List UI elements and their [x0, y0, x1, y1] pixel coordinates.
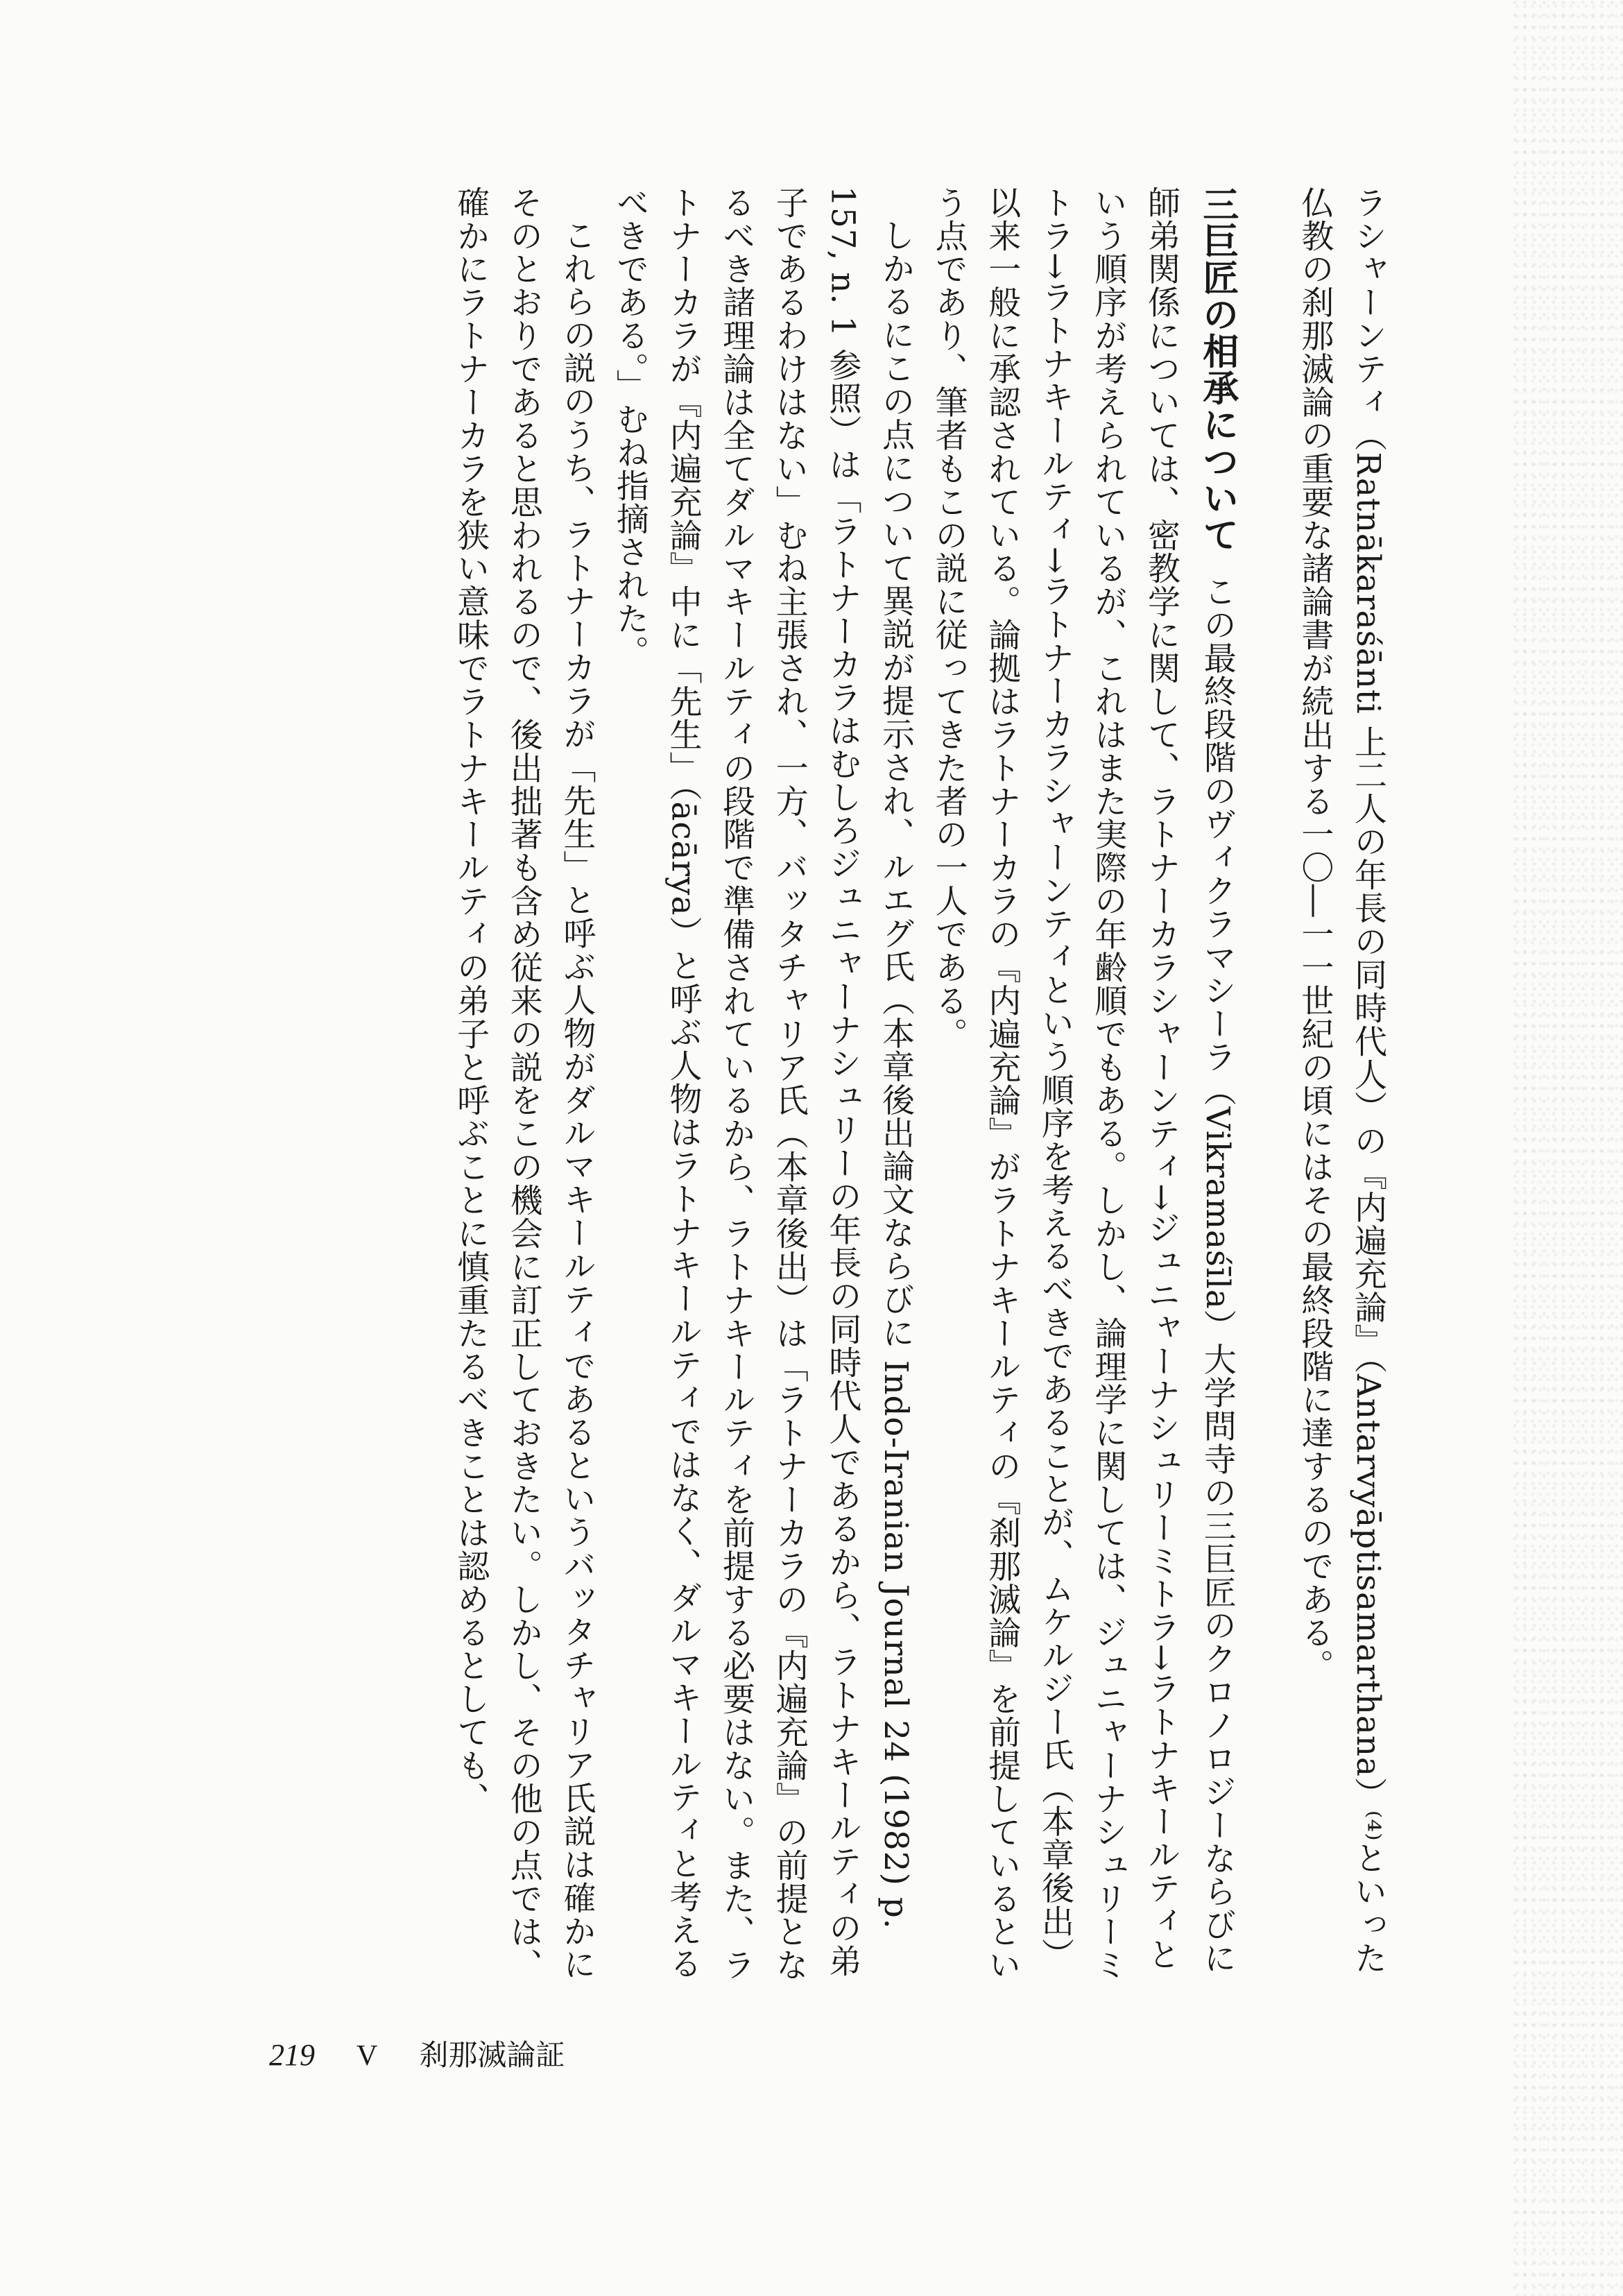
section-heading: 三巨匠の相承について [1196, 186, 1238, 554]
chapter-numeral: V [357, 2040, 378, 2072]
section-paragraph [922, 186, 1246, 1989]
paragraph: これらの説のうち、ラトナーカラが「先生」と呼ぶ人物がダルマキールティであるというバッタチャリア氏説は確かにそのとおりであると思われるので、後出拙著も含め従来の説をこの機会に訂正しておきたい。しかし、その他の点では、確かにラトナーカラを狭い意味でラトナキールティの弟子と呼ぶことに慎重たるべきことは認めるとしても、 [452, 186, 596, 1982]
paragraph: しかるにこの点について異説が提示され、ルエグ氏（本章後出論文ならびに Indo-Iranian Journal 24 (1982) p. 157, n. 1 参照）は「ラトナーカラはむしろジュニャーナシュリーの年長の同時代人であるから、ラトナキールティの弟子であるわけはない」むね主張され、一方、バッタチャリア氏（本章後出）は「ラトナーカラの『内遍充論』の前提となるべき諸理論は全てダルマキールティの段階で準備されているから、ラトナキールティを前提する必要はない。また、ラトナーカラが『内遍充論』中に「先生」（ācārya）と呼ぶ人物はラトナキールティではなく、ダルマキールティと考えるべきである。」むね指摘された。 [610, 186, 915, 1982]
scan-edge-texture [1512, 0, 1623, 2296]
page-footer [269, 2032, 565, 2074]
page-number: 219 [269, 2038, 315, 2072]
vertical-body-text [21, 186, 1394, 1989]
chapter-title: 刹那滅論証 [419, 2038, 565, 2072]
section-paragraph-text: この最終段階のヴィクラマシーラ（Vikramaśīla）大学問寺の三巨匠のクロノロジーならびに師弟関係については、密教学に関して、ラトナーカラシャーンティ→ジュニャーナシュリーミトラ→ラトナキールティという順序が考えられているが、これはまた実際の年齢順でもある。しかし、論理学に関しては、ジュニャーナシュリーミトラ→ラトナキールティ→ラトナーカラシャーンティという順序を考えるべきであることが、ムケルジー氏（本章後出）以来一般に承認されている。論拠はラトナーカラの『内遍充論』がラトナキールティの『刹那滅論』を前提しているという点であり、筆者もこの説に従ってきた者の一人である。 [929, 186, 1237, 1982]
paragraph-continuation: ラシャーンティ（Ratnākaraśānti 上二人の年長の同時代人）の『内遍充論』（Antarvyāptisamarthana）⁽⁴⁾といった仏教の刹那滅論の重要な諸論書が続出する一〇―一一世紀の頃にはその最終段階に達するのである。 [1296, 186, 1387, 1975]
